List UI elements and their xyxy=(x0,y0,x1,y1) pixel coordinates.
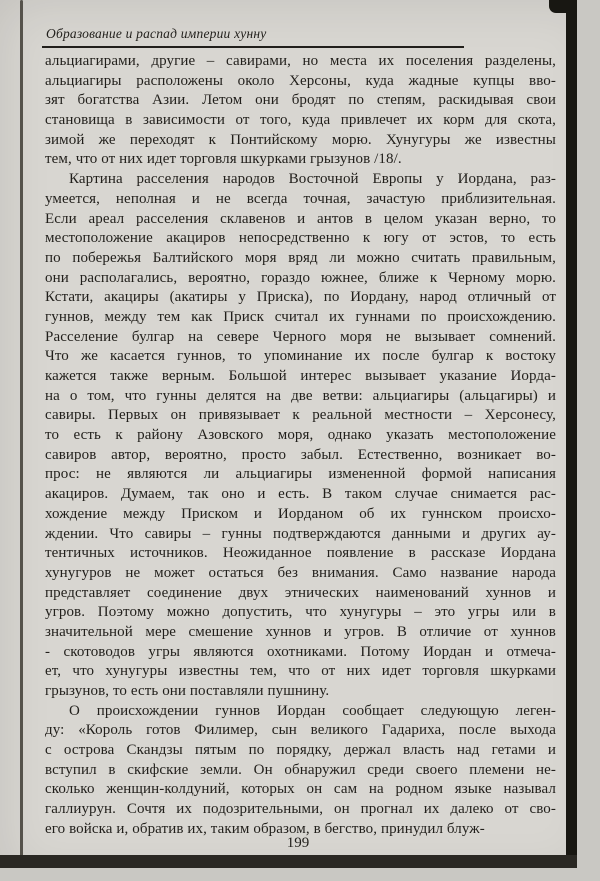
text-line: на о том, что гунны делятся на две ветви: альциагиры (альцагиры) и xyxy=(45,387,556,404)
page-number: 199 xyxy=(286,835,310,851)
text-line: ет, что хунугуры известны тем, что от них идет торговля шкурками xyxy=(45,663,556,680)
text-line: ждении. Что савиры – гунны подтверждаются данными и других ау- xyxy=(45,525,556,542)
running-header-text: Образование и распад империи хунну xyxy=(46,26,267,41)
text-line: тем, что от них идет торговля шкурками грызунов /18/. xyxy=(45,151,402,168)
text-line: по побережья Балтийского моря вряд ли можно считать правильным, xyxy=(45,249,556,266)
text-line: местоположение акациров непосредственно к югу от эстов, то есть xyxy=(45,230,556,247)
text-line: вступил в скифские земли. Он обнаружил среди своего племени не- xyxy=(45,761,556,778)
scan-edge-top-right xyxy=(549,0,577,13)
text-line: Кстати, акациры (акатиры у Приска), по Иордану, народ отличный от xyxy=(45,289,556,306)
text-line: акациров. Думаем, так оно и есть. В таком случае снимается рас- xyxy=(45,486,556,503)
text-line: угров. Поэтому можно допустить, что хунугуры – это угры или в xyxy=(45,604,556,621)
text-line: - скотоводов угры являются охотниками. Потому Иордан и отмеча- xyxy=(45,643,556,660)
text-line: гуннов, между тем как Приск считал их гуннами по происхождению. xyxy=(45,308,556,325)
text-line: галлиурун. Сочтя их подозрительными, он прогнал их далеко от сво- xyxy=(45,801,556,818)
body-text xyxy=(45,52,556,840)
text-line: прос: не являются ли альциагиры измененной формой написания xyxy=(45,466,556,483)
scan-edge-right xyxy=(566,0,577,881)
text-line: ду: «Король готов Филимер, сын великого Гадариха, после выхода xyxy=(45,722,556,739)
text-line: то есть к району Азовского моря, однако указать местоположение xyxy=(45,427,556,444)
text-line: альциагиры расположены около Херсоны, куда жадные купцы вво- xyxy=(45,72,556,89)
text-line: альциагирами, другие – савирами, но места их поселения разделены, xyxy=(45,53,556,69)
text-line: становища в зависимости от того, куда привлечет их корм для скота, xyxy=(45,112,556,129)
text-line: с острова Скандзы пятым по порядку, держал власть над гетами и xyxy=(45,742,556,759)
text-line: Картина расселения народов Восточной Европы у Иордана, раз- xyxy=(69,171,556,188)
text-line: тентичных источников. Неожиданное появление в рассказе Иордана xyxy=(45,545,556,562)
text-line: значительной мере смешение хуннов и угров. В отличие от хуннов xyxy=(45,623,556,640)
text-line: Если ареал расселения склавенов и антов в целом указан верно, то xyxy=(45,210,556,227)
text-line: кажется также верным. Большой интерес вызывает указание Иорда- xyxy=(45,368,556,384)
text-line: зимой же переходят к Понтийскому морю. Хунугуры же известны xyxy=(45,131,556,148)
text-line: савиры. Первых он привязывает к реальной местности – Херсонесу, xyxy=(45,407,556,424)
text-line: они располагались, вероятно, гораздо южнее, ближе к Черному морю. xyxy=(45,269,556,286)
scan-background-right xyxy=(577,0,600,881)
text-line: умеется, неполная и не всегда точная, зачастую приблизительная. xyxy=(45,190,556,207)
scan-edge-bottom xyxy=(0,855,577,868)
text-line: представляет соединение двух этнических наименований хуннов и xyxy=(45,584,556,601)
running-header xyxy=(42,25,464,48)
scan-edge-left xyxy=(20,0,23,858)
text-line: грызунов, то есть они поставляли пушнину. xyxy=(45,683,330,699)
text-line: хунугуров не может остаться без внимания. Само название народа xyxy=(45,564,556,581)
text-line: сколько женщин-колдуний, которых он сам на родном языке называл xyxy=(45,781,556,798)
text-line: Расселение булгар на севере Черного моря не вызывает сомнений. xyxy=(45,328,556,345)
text-line: хождение между Приском и Иорданом об их гуннском происхо- xyxy=(45,505,556,522)
text-line: савиров автор, вероятно, просто забыл. Естественно, возникает во- xyxy=(45,446,556,463)
text-line: зят богатства Азии. Летом они бродят по степям, раскидывая свои xyxy=(45,92,556,109)
scan-background-bottom xyxy=(0,868,577,881)
text-line: О происхождении гуннов Иордан сообщает следующую леген- xyxy=(69,702,556,719)
text-line: его войска и, обратив их, таким образом, в бегство, принудил блуж- xyxy=(45,820,485,837)
text-line: Что же касается гуннов, то упоминание их после булгар к востоку xyxy=(45,348,556,365)
